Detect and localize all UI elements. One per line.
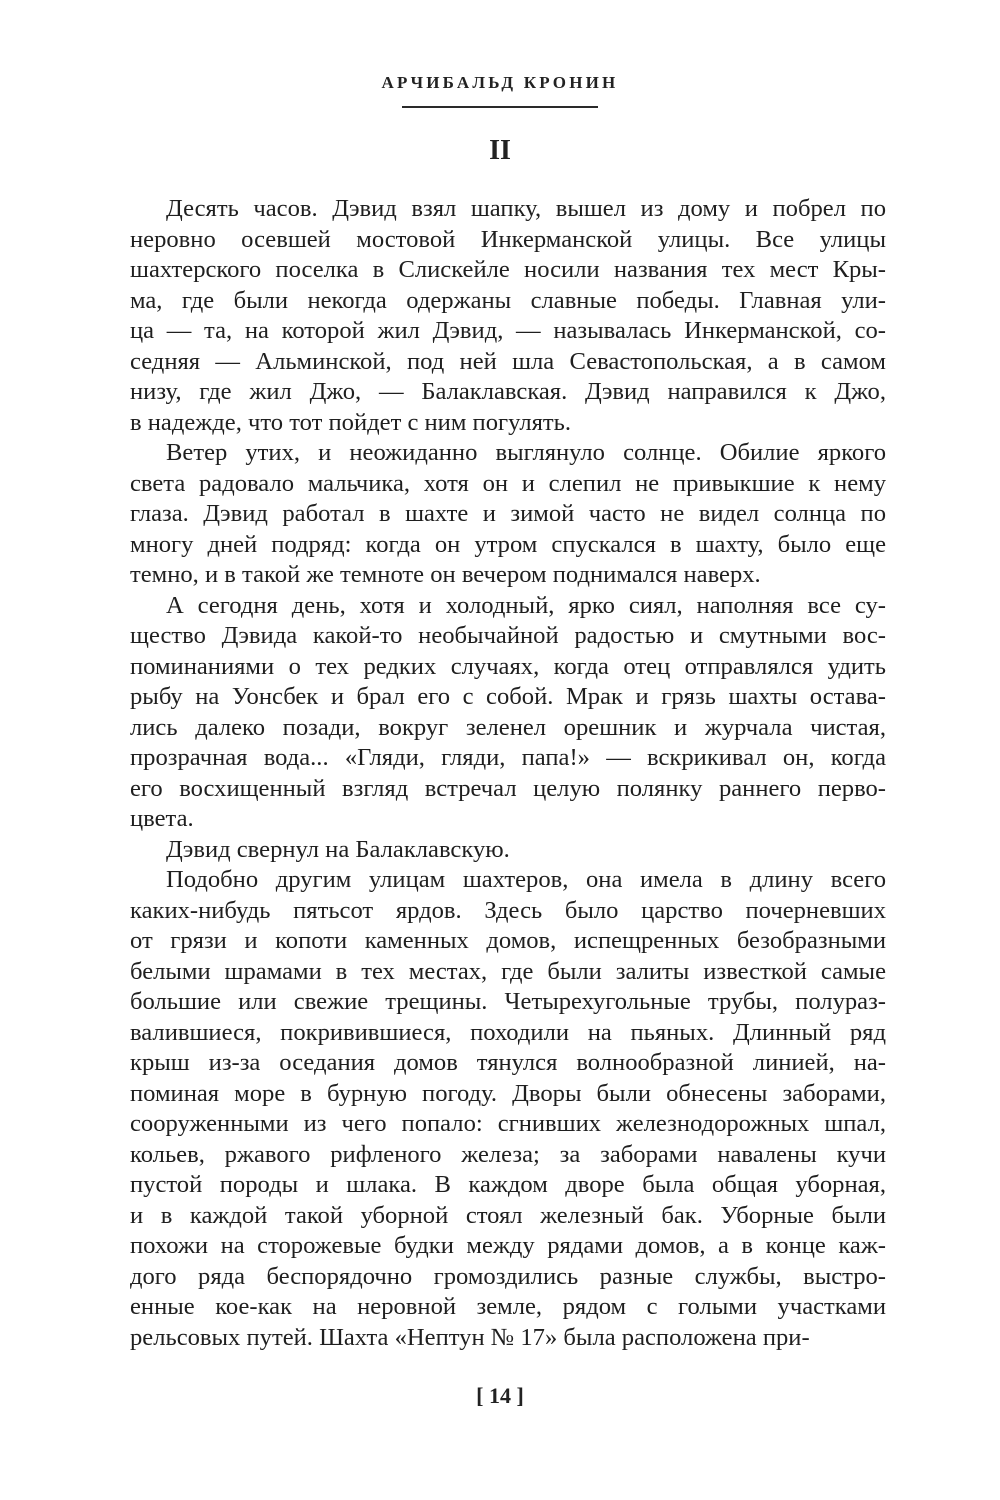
- text-line: белыми шрамами в тех местах, где были залиты известкой самые: [130, 957, 886, 985]
- text-line: ца — та, на которой жил Дэвид, — называлась Инкерманской, со-: [130, 317, 886, 344]
- header-rule: [402, 106, 598, 108]
- text-line: щество Дэвида какой-то необычайной радостью и смутными вос-: [130, 622, 886, 649]
- text-line: валившиеся, покривившиеся, походили на пьяных. Длинный ряд: [130, 1018, 886, 1046]
- page-number: [ 14 ]: [476, 1383, 524, 1408]
- paragraph: [130, 835, 886, 866]
- paragraph: [130, 438, 886, 591]
- text-line: Дэвид свернул на Балаклавскую.: [166, 835, 510, 863]
- text-line: поминаниями о тех редких случаях, когда отец отправлялся удить: [130, 652, 886, 680]
- text-line: неровно осевшей мостовой Инкерманской улицы. Все улицы: [130, 225, 886, 253]
- text-line: Десять часов. Дэвид взял шапку, вышел из дому и побрел по: [166, 195, 886, 222]
- text-line: кольев, ржавого рифленого железа; за заборами навалены кучи: [130, 1140, 886, 1168]
- text-line: каких-нибудь пятьсот ярдов. Здесь было царство почерневших: [130, 896, 886, 924]
- text-line: низу, где жил Джо, — Балаклавская. Дэвид направился к Джо,: [130, 378, 886, 405]
- text-line: поминая море в бурную погоду. Дворы были обнесены заборами,: [130, 1079, 886, 1107]
- body-text: [130, 194, 886, 1353]
- paragraph: [130, 194, 886, 438]
- text-line: цвета.: [130, 805, 194, 832]
- text-line: енные кое-как на неровной земле, рядом с голыми участками: [130, 1293, 886, 1320]
- text-line: лись далеко позади, вокруг зеленел орешник и журчала чистая,: [130, 713, 886, 741]
- text-line: в надежде, что тот пойдет с ним погулять.: [130, 408, 572, 436]
- text-line: рыбу на Уонсбек и брал его с собой. Мрак и грязь шахты остава-: [130, 683, 886, 710]
- text-line: сооруженными из чего попало: сгнивших железнодорожных шпал,: [130, 1110, 886, 1137]
- text-line: Подобно другим улицам шахтеров, она имела в длину всего: [166, 866, 886, 893]
- text-line: Ветер утих, и неожиданно выглянуло солнце. Обилие яркого: [166, 439, 886, 466]
- chapter-number: II: [489, 135, 511, 166]
- text-line: большие или свежие трещины. Четырехугольные трубы, полураз-: [130, 988, 886, 1015]
- text-line: седняя — Альминской, под ней шла Севастопольская, а в самом: [130, 347, 886, 375]
- running-title: АРЧИБАЛЬД КРОНИН: [381, 73, 619, 92]
- paragraph: [130, 591, 886, 835]
- text-line: рельсовых путей. Шахта «Нептун № 17» была расположена при-: [130, 1323, 810, 1351]
- text-line: от грязи и копоти каменных домов, испещренных безобразными: [130, 927, 886, 954]
- text-line: дого ряда беспорядочно громоздились разные службы, выстро-: [130, 1262, 886, 1290]
- text-line: и в каждой такой уборной стоял железный бак. Уборные были: [130, 1201, 886, 1229]
- text-line: многу дней подряд: когда он утром спускался в шахту, было еще: [130, 530, 886, 558]
- paragraph: [130, 865, 886, 1353]
- text-line: прозрачная вода... «Гляди, гляди, папа!» — вскрикивал он, когда: [130, 744, 886, 771]
- text-line: его восхищенный взгляд встречал целую полянку раннего перво-: [130, 774, 886, 802]
- text-line: глаза. Дэвид работал в шахте и зимой часто не видел солнца по: [130, 500, 886, 527]
- text-line: пустой породы и шлака. В каждом дворе была общая уборная,: [130, 1171, 886, 1198]
- text-line: ма, где были некогда одержаны славные победы. Главная ули-: [130, 286, 886, 314]
- text-line: А сегодня день, хотя и холодный, ярко сиял, наполняя все су-: [166, 591, 886, 619]
- text-line: крыш из-за оседания домов тянулся волнообразной линией, на-: [130, 1049, 886, 1076]
- text-line: шахтерского поселка в Слискейле носили названия тех мест Кры-: [130, 256, 886, 283]
- text-line: темно, и в такой же темноте он вечером поднимался наверх.: [130, 561, 761, 588]
- text-line: похожи на сторожевые будки между рядами домов, а в конце каж-: [130, 1232, 886, 1259]
- text-line: света радовало мальчика, хотя он и слепил не привыкшие к нему: [130, 469, 886, 497]
